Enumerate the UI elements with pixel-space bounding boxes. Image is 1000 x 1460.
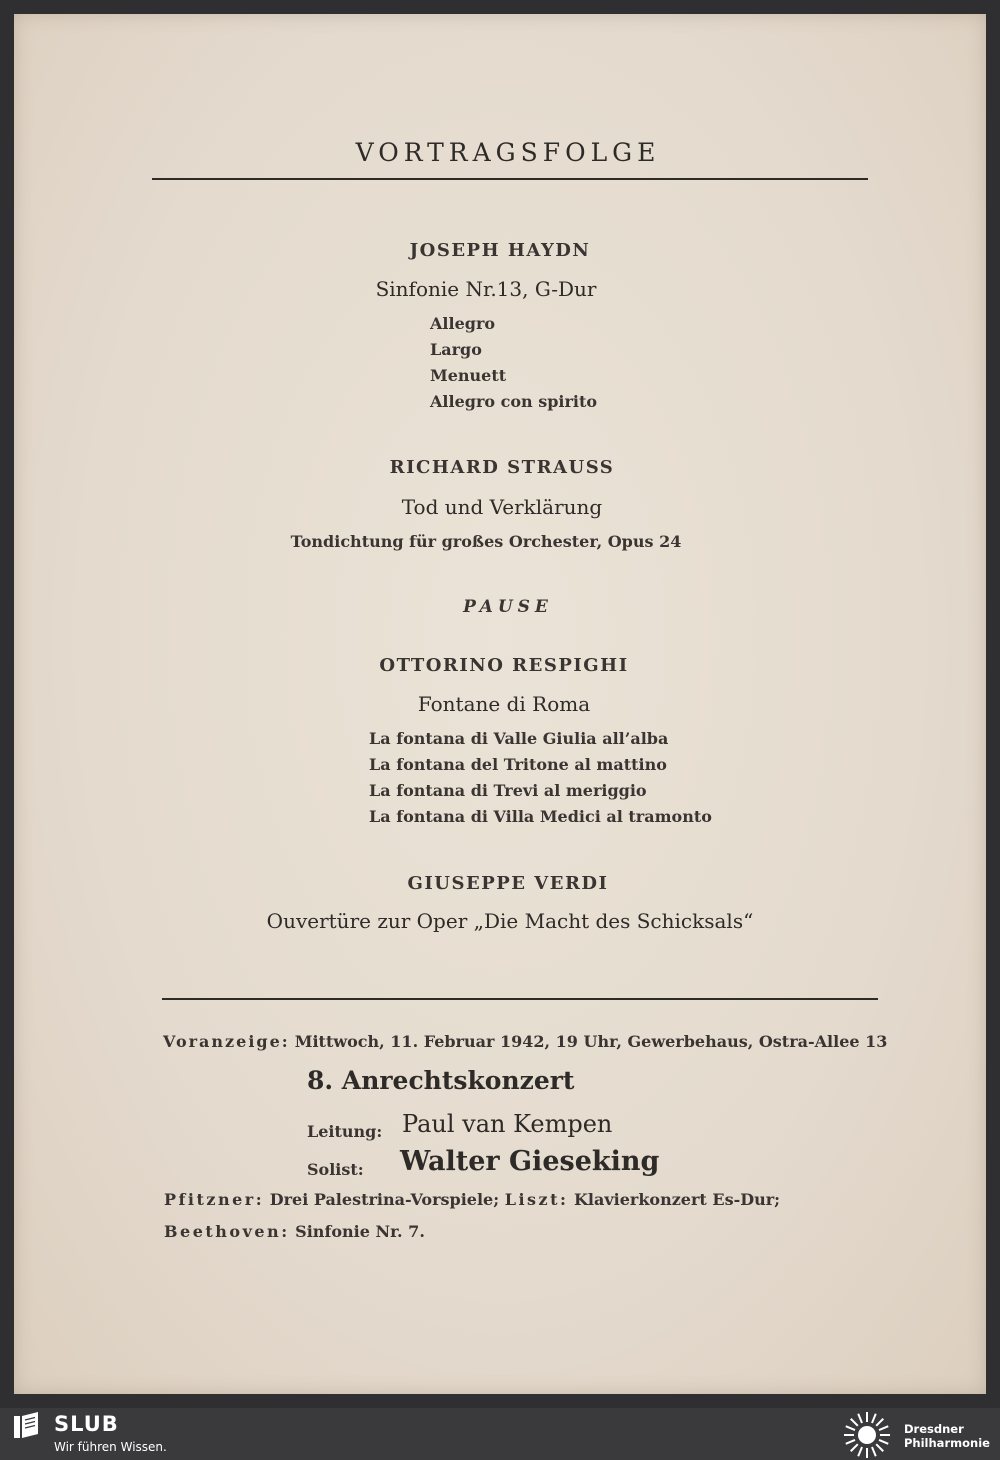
composer-verdi: GIUSEPPE VERDI (407, 873, 609, 894)
preview-repertoire-line (164, 1190, 780, 1209)
partner-name-line1: Dresdner (904, 1422, 964, 1436)
partner-name-line2: Philharmonie (904, 1436, 990, 1450)
repertoire-composer: Beethoven: (164, 1222, 290, 1241)
intermission-label: PAUSE (463, 597, 553, 617)
repertoire-piece: Klavierkonzert Es-Dur; (573, 1190, 781, 1209)
philharmonie-logo-icon[interactable] (842, 1410, 892, 1460)
page-title: VORTRAGSFOLGE (355, 138, 661, 167)
slub-book-icon[interactable] (14, 1412, 42, 1442)
soloist-name: Walter Gieseking (400, 1146, 660, 1177)
preview-announcement (163, 1032, 887, 1051)
movement-1: Allegro (430, 314, 496, 333)
work-strauss-subtitle: Tondichtung für großes Orchester, Opus 24 (290, 532, 682, 551)
conductor-name: Paul van Kempen (402, 1110, 613, 1138)
top-divider (152, 178, 868, 180)
preview-repertoire-line (164, 1222, 425, 1241)
movement-1: La fontana di Valle Giulia all’alba (369, 729, 669, 748)
preview-label: Voranzeige: (163, 1032, 290, 1051)
program-sheet (14, 14, 986, 1394)
composer-respighi: OTTORINO RESPIGHI (379, 655, 629, 676)
partner-name[interactable] (904, 1422, 990, 1450)
movement-4: La fontana di Villa Medici al tramonto (369, 807, 712, 826)
bottom-divider (162, 998, 878, 1000)
library-tagline: Wir führen Wissen. (54, 1440, 167, 1454)
composer-haydn: JOSEPH HAYDN (409, 240, 591, 261)
work-strauss: Tod und Verklärung (401, 495, 603, 519)
repertoire-piece: Drei Palestrina-Vorspiele; (269, 1190, 500, 1209)
movement-3: Menuett (430, 366, 507, 385)
conductor-label: Leitung: (307, 1122, 383, 1141)
work-haydn: Sinfonie Nr.13, G-Dur (375, 277, 597, 301)
movement-2: Largo (430, 340, 482, 359)
library-name[interactable]: SLUB (54, 1412, 119, 1436)
footer-bar (0, 1408, 1000, 1458)
movement-2: La fontana del Tritone al mattino (369, 755, 667, 774)
preview-details: Mittwoch, 11. Februar 1942, 19 Uhr, Gewerbehaus, Ostra-Allee 13 (294, 1032, 888, 1051)
work-verdi: Ouvertüre zur Oper „Die Macht des Schicksals“ (266, 909, 754, 933)
movement-3: La fontana di Trevi al meriggio (369, 781, 647, 800)
soloist-label: Solist: (307, 1160, 364, 1179)
repertoire-composer: Liszt: (504, 1190, 569, 1209)
concert-title: 8. Anrechtskonzert (307, 1066, 575, 1095)
composer-strauss: RICHARD STRAUSS (389, 457, 615, 478)
repertoire-piece: Sinfonie Nr. 7. (295, 1222, 425, 1241)
work-respighi: Fontane di Roma (417, 692, 591, 716)
repertoire-composer: Pfitzner: (164, 1190, 265, 1209)
movement-4: Allegro con spirito (430, 392, 598, 411)
